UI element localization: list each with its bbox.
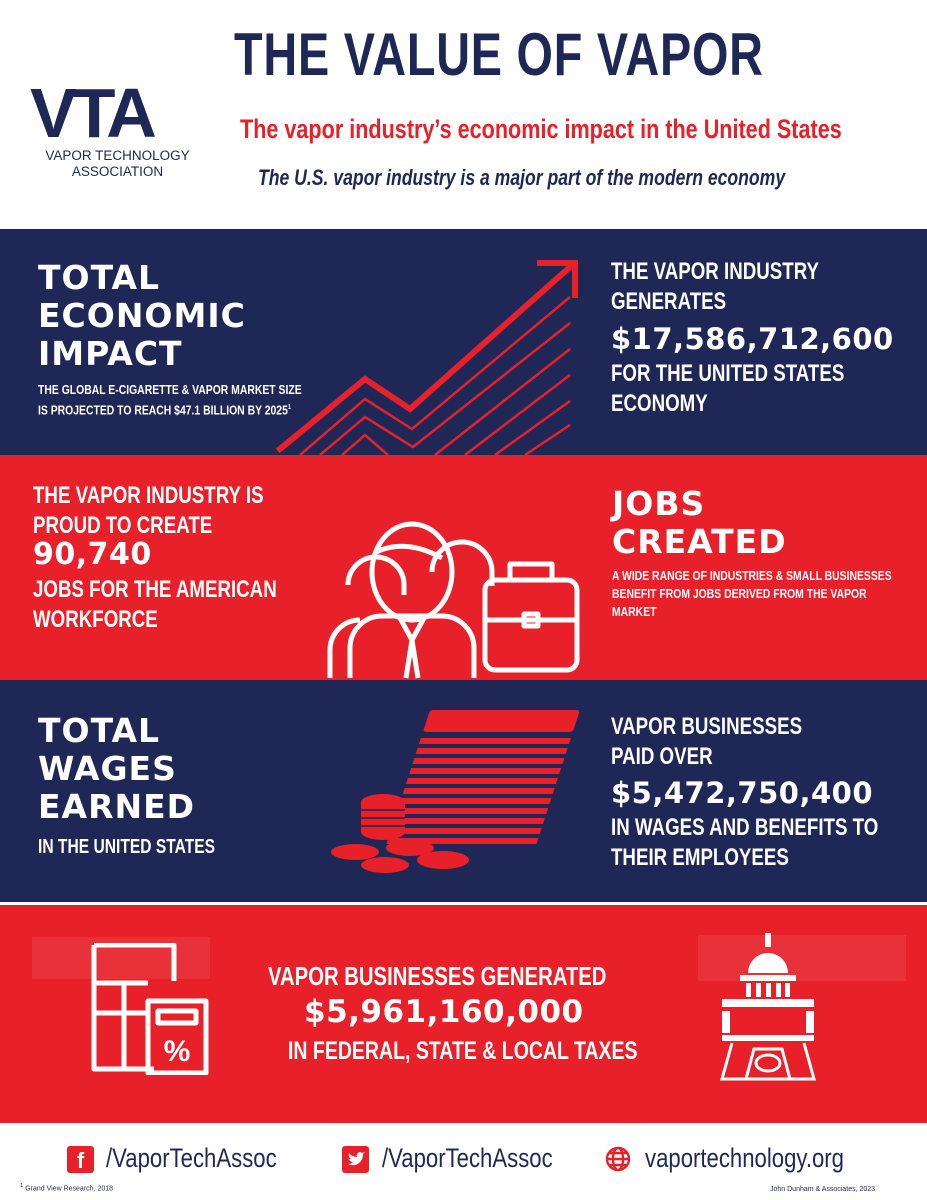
jobs-left-line: WORKFORCE	[33, 606, 158, 633]
taxes-line-1: VAPOR BUSINESSES GENERATED	[268, 961, 607, 991]
wages-right-text-2	[611, 813, 878, 873]
wages-right-line: IN WAGES AND BENEFITS TO	[611, 814, 879, 841]
wages-right-line: VAPOR BUSINESSES	[611, 713, 803, 740]
wages-section	[0, 680, 927, 902]
website-link[interactable]: vaportechnology.org	[645, 1143, 844, 1173]
jobs-note-line: BENEFIT FROM JOBS DERIVED FROM THE VAPOR	[612, 586, 867, 601]
twitter-icon[interactable]	[342, 1146, 369, 1173]
globe-icon[interactable]	[605, 1146, 631, 1172]
wages-amount: $5,472,750,400	[611, 776, 874, 810]
jobs-note-line: MARKET	[612, 604, 657, 619]
footnote-text: Grand View Research, 2018	[25, 1185, 114, 1193]
impact-right-line: FOR THE UNITED STATES	[611, 360, 845, 387]
wages-right-text	[611, 712, 802, 772]
impact-note	[38, 381, 302, 419]
taxes-section	[0, 905, 927, 1123]
impact-note-line: IS PROJECTED TO REACH $47.1 BILLION BY 2025	[38, 402, 288, 418]
impact-heading	[38, 259, 246, 373]
taxes-line-2: IN FEDERAL, STATE & LOCAL TAXES	[288, 1037, 638, 1065]
footnote-marker: 1	[287, 404, 291, 411]
capitol-icon	[718, 933, 818, 1083]
impact-heading-line: TOTAL	[38, 258, 161, 297]
wages-right-line: PAID OVER	[611, 743, 713, 770]
taxes-amount: $5,961,160,000	[304, 994, 584, 1030]
jobs-left-line: THE VAPOR INDUSTRY IS	[33, 482, 264, 509]
page-subtitle: The vapor industry’s economic impact in the United States	[240, 114, 842, 144]
impact-right-line: THE VAPOR INDUSTRY	[611, 258, 820, 285]
jobs-heading-line: JOBS	[612, 484, 706, 523]
logo-line-1: VAPOR TECHNOLOGY	[45, 148, 190, 163]
jobs-left-line: JOBS FOR THE AMERICAN	[33, 576, 277, 603]
jobs-left-text	[33, 481, 264, 541]
tax-document-icon	[90, 943, 210, 1075]
source-footnote	[20, 1182, 113, 1193]
jobs-note-line: A WIDE RANGE OF INDUSTRIES & SMALL BUSINESSES	[612, 568, 892, 583]
percent-glyph: %	[163, 1035, 191, 1068]
impact-right-line: ECONOMY	[611, 390, 708, 417]
jobs-heading-line: CREATED	[612, 522, 787, 561]
wages-heading-line: TOTAL	[38, 711, 161, 750]
wages-heading	[38, 712, 195, 826]
impact-note-line: THE GLOBAL E-CIGARETTE & VAPOR MARKET SIZE	[38, 382, 302, 397]
impact-right-text	[611, 257, 819, 317]
jobs-section	[0, 455, 927, 680]
growth-arrow-icon	[270, 249, 590, 455]
jobs-left-line: PROUD TO CREATE	[33, 512, 213, 539]
impact-heading-line: IMPACT	[38, 334, 183, 373]
wages-right-line: THEIR EMPLOYEES	[611, 844, 789, 871]
jobs-left-text-2	[33, 575, 277, 635]
impact-heading-line: ECONOMIC	[38, 296, 246, 335]
credit-line: John Dunham & Associates, 2023	[770, 1186, 876, 1193]
footnote-marker: 1	[20, 1183, 24, 1189]
workers-briefcase-icon	[320, 510, 590, 680]
vta-logo: VTA	[30, 74, 153, 152]
wages-heading-line: EARNED	[38, 787, 196, 826]
jobs-heading	[612, 485, 787, 561]
impact-amount: $17,586,712,600	[611, 322, 894, 356]
jobs-count: 90,740	[33, 537, 152, 572]
logo-line-2: ASSOCIATION	[71, 164, 164, 179]
jobs-note	[612, 567, 892, 621]
money-stack-icon	[325, 700, 595, 890]
wages-sub: IN THE UNITED STATES	[38, 836, 216, 858]
logo-subtitle	[30, 148, 205, 180]
facebook-link[interactable]: /VaporTechAssoc	[106, 1143, 277, 1173]
impact-right-line: GENERATES	[611, 288, 727, 315]
impact-right-text-2	[611, 359, 844, 419]
facebook-icon[interactable]: f	[67, 1146, 94, 1173]
page-title: THE VALUE OF VAPOR	[234, 21, 764, 88]
twitter-link[interactable]: /VaporTechAssoc	[382, 1143, 553, 1173]
page-tagline: The U.S. vapor industry is a major part of the modern economy	[258, 165, 786, 190]
economic-impact-section	[0, 229, 927, 455]
wages-heading-line: WAGES	[38, 749, 177, 788]
